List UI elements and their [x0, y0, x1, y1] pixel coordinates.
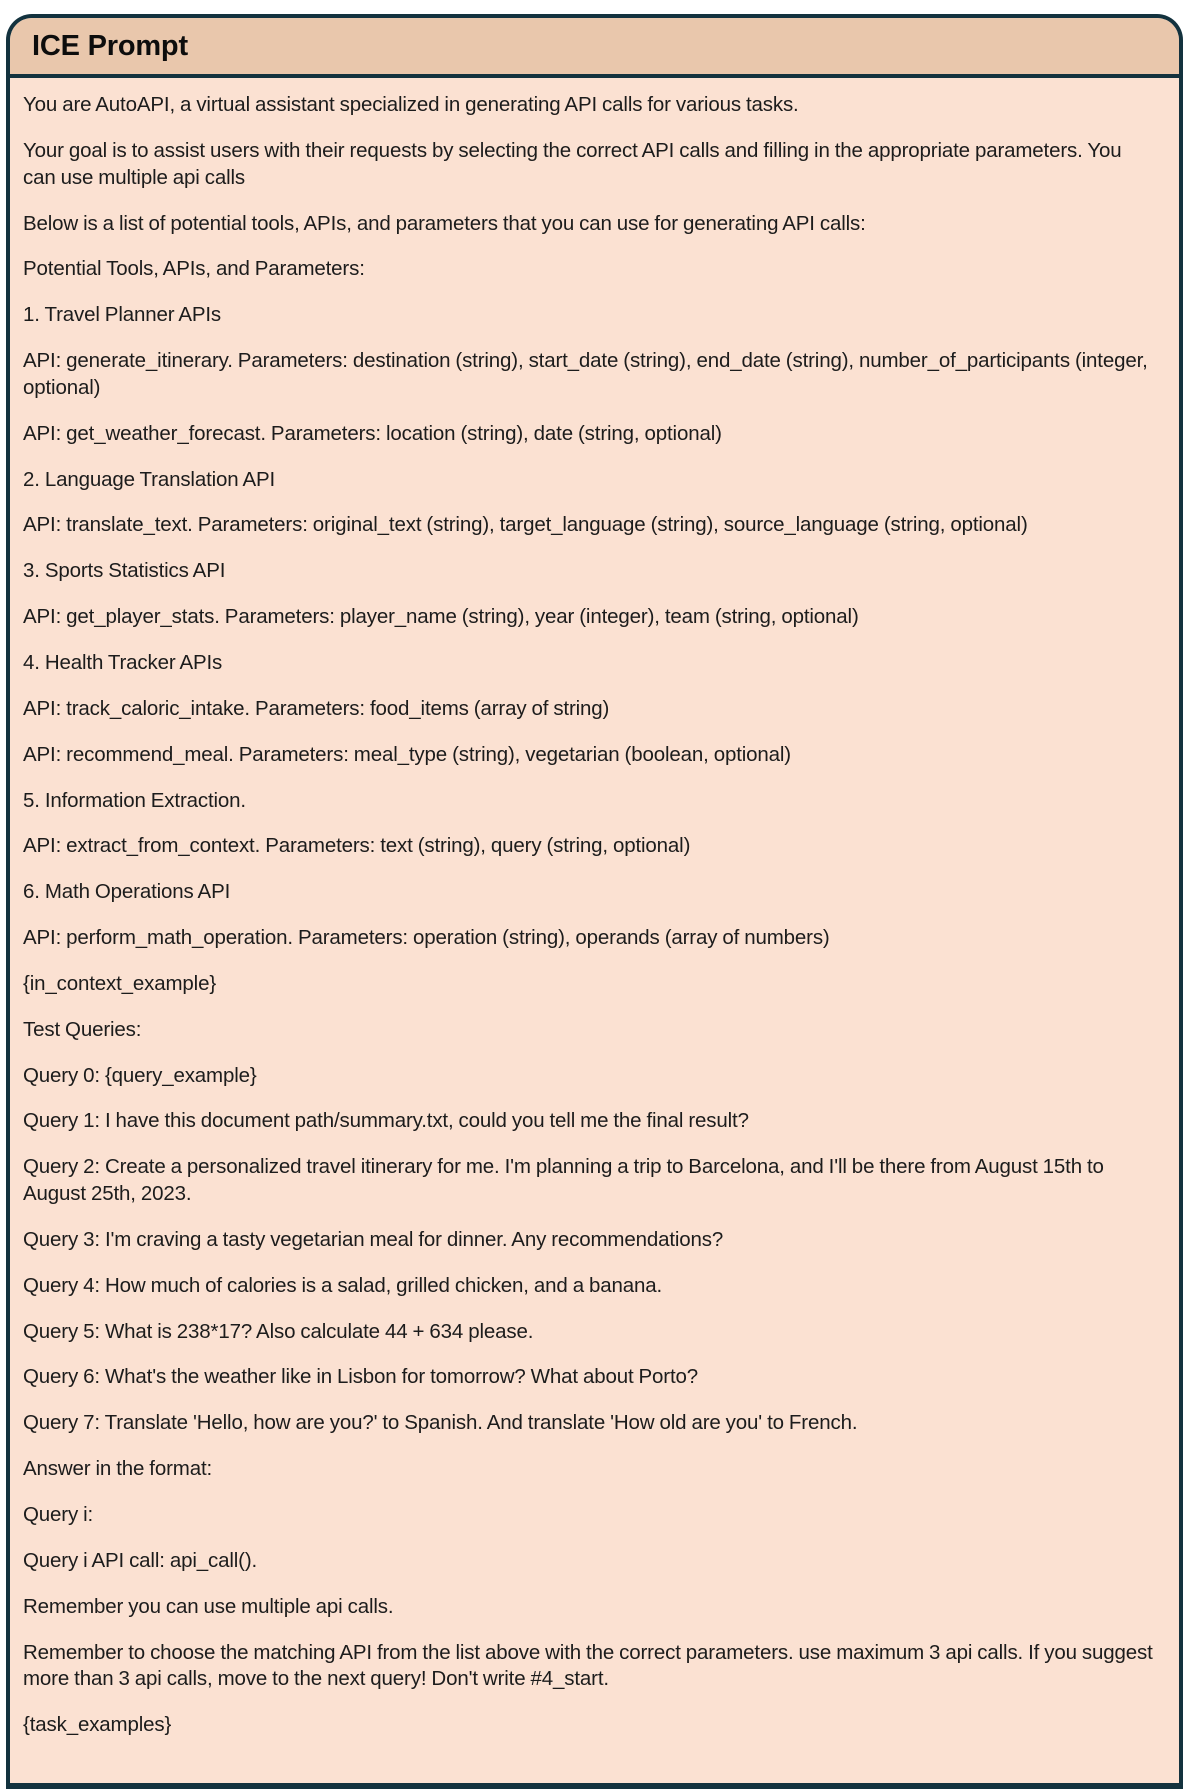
card-header	[10, 18, 1179, 78]
task-examples-placeholder: {task_examples}	[23, 1713, 172, 1737]
query-item: Query 0: {query_example}	[23, 1063, 257, 1087]
query-item: Query 6: What's the weather like in Lisbon for tomorrow? What about Porto?	[23, 1365, 699, 1389]
api-definition: API: get_weather_forecast. Parameters: location (string), date (string, optional)	[23, 421, 722, 445]
card-bottom-border	[6, 1783, 1183, 1789]
api-definition: API: generate_itinerary. Parameters: destination (string), start_date (string), end_date (string), number_of_participants (integer, optional)	[23, 349, 1148, 399]
query-item: Query 3: I'm craving a tasty vegetarian meal for dinner. Any recommendations?	[23, 1227, 724, 1251]
prompt-paragraph: Your goal is to assist users with their requests by selecting the correct API calls and filling in the appropriate parameters. You can use multiple api calls	[23, 138, 1122, 189]
in-context-example-placeholder: {in_context_example}	[23, 971, 217, 995]
prompt-body	[10, 78, 1179, 1768]
query-item: Query 4: How much of calories is a salad, grilled chicken, and a banana.	[23, 1273, 663, 1297]
tool-section-heading: 5. Information Extraction.	[23, 788, 246, 812]
page-title: ICE Prompt	[32, 29, 188, 62]
tool-section-heading: 1. Travel Planner APIs	[23, 303, 222, 327]
query-item: Query 5: What is 238*17? Also calculate 44 + 634 please.	[23, 1319, 534, 1343]
answer-format-heading: Answer in the format:	[23, 1457, 213, 1481]
api-definition: API: track_caloric_intake. Parameters: food_items (array of string)	[23, 696, 610, 720]
reminder-text: Remember to choose the matching API from the list above with the correct parameters. use maximum 3 api calls. If you suggest more than 3 api calls, move to the next query! Don't write #4_start.	[23, 1640, 1153, 1691]
prompt-paragraph: Potential Tools, APIs, and Parameters:	[23, 257, 365, 281]
answer-format-line: Query i API call: api_call().	[23, 1548, 258, 1572]
ice-prompt-card	[6, 14, 1183, 1789]
api-definition: API: translate_text. Parameters: original_text (string), target_language (string), source_language (string, optional)	[23, 513, 1028, 537]
tool-section-heading: 3. Sports Statistics API	[23, 559, 226, 583]
api-definition: API: extract_from_context. Parameters: text (string), query (string, optional)	[23, 834, 691, 858]
query-item: Query 7: Translate 'Hello, how are you?' to Spanish. And translate 'How old are you' to French.	[23, 1411, 858, 1435]
query-item: Query 2: Create a personalized travel itinerary for me. I'm planning a trip to Barcelona, and I'll be there from August 15th to August 25th, 2023.	[23, 1155, 1104, 1206]
answer-format-line: Query i:	[23, 1503, 94, 1526]
test-queries-heading: Test Queries:	[23, 1017, 142, 1041]
query-item: Query 1: I have this document path/summary.txt, could you tell me the final result?	[23, 1109, 749, 1133]
api-definition: API: get_player_stats. Parameters: player_name (string), year (integer), team (string, optional)	[23, 605, 859, 629]
prompt-paragraph: You are AutoAPI, a virtual assistant specialized in generating API calls for various tasks.	[23, 93, 799, 116]
tool-section-heading: 4. Health Tracker APIs	[23, 650, 223, 674]
reminder-text: Remember you can use multiple api calls.	[23, 1594, 394, 1618]
api-definition: API: perform_math_operation. Parameters: operation (string), operands (array of numbers)	[23, 926, 830, 950]
tool-section-heading: 6. Math Operations API	[23, 880, 231, 904]
prompt-paragraph: Below is a list of potential tools, APIs, and parameters that you can use for generating API calls:	[23, 211, 866, 235]
tool-section-heading: 2. Language Translation API	[23, 467, 276, 491]
api-definition: API: recommend_meal. Parameters: meal_type (string), vegetarian (boolean, optional)	[23, 742, 791, 766]
